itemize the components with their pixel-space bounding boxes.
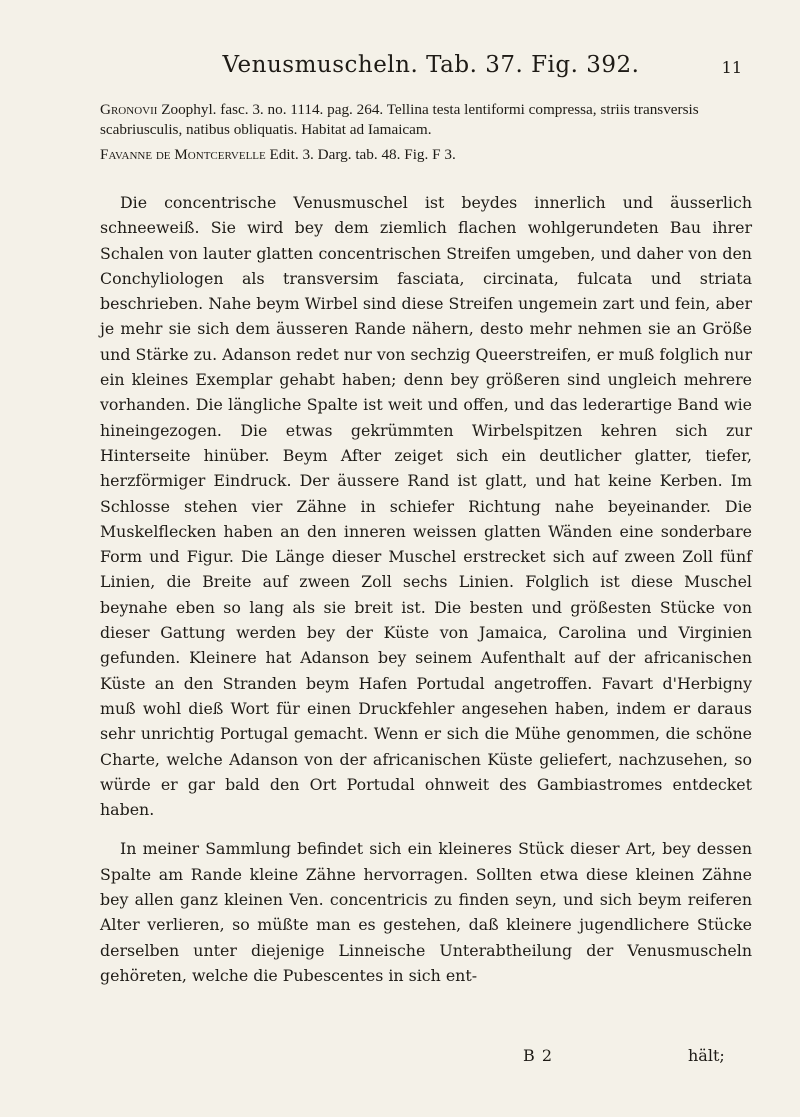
main-text [100,190,752,988]
references [100,100,750,165]
reference-text: Zoophyl. fasc. 3. no. 1114. pag. 264. Tellina testa lentiformi compressa, striis transversis scabriusculis, natibus obliquatis. Habitat ad Iamaicam. [100,101,699,138]
paragraph: In meiner Sammlung befindet sich ein kleineres Stück dieser Art, bey dessen Spalte am Rande kleine Zähne hervorragen. Sollten etwa diese kleinen Zähne bey allen ganz kleinen Ven. concentricis zu finden seyn, und sich beym reiferen Alter verlieren, so müßte man es gestehen, daß kleinere jugendlichere Stücke derselben unter diejenige Linneische Unterabtheilung der Venusmuscheln gehöreten, welche die Pubescentes in sich ent- [100,839,752,985]
signature-mark: B 2 [523,1046,554,1065]
reference-gronovius [100,100,750,140]
reference-text: Edit. 3. Darg. tab. 48. Fig. F 3. [269,146,456,163]
running-header [120,52,742,86]
reference-favanne [100,145,750,165]
reference-author: Favanne de Montcervelle [100,146,266,163]
reference-author: Gronovii [100,101,158,118]
running-title: Venusmuscheln. Tab. 37. Fig. 392. [222,52,640,78]
catchword: hält; [688,1046,725,1065]
paragraph: Die concentrische Venusmuschel ist beydes innerlich und äusserlich schneeweiß. Sie wird bey dem ziemlich flachen wohlgerundeten Bau ihrer Schalen von lauter glatten concentrischen Streifen umgeben, und daher von den Conchyliologen als transversim fasciata, circinata, fulcata und striata beschrieben. Nahe beym Wirbel sind diese Streifen ungemein zart und fein, aber je mehr sie sich dem äusseren Rande nähern, desto mehr nehmen sie an Größe und Stärke zu. Adanson redet nur von sechzig Queerstreifen, er muß folglich nur ein kleines Exemplar gehabt haben; denn bey größeren sind ungleich mehrere vorhanden. Die längliche Spalte ist weit und offen, und das lederartige Band wie hineingezogen. Die etwas gekrümmten Wirbelspitzen kehren sich zur Hinterseite hinüber. Beym After zeiget sich ein deutlicher glatter, tiefer, herzförmiger Eindruck. Der äussere Rand ist glatt, und hat keine Kerben. Im Schlosse stehen vier Zähne in schiefer Richtung nahe beyeinander. Die Muskelflecken haben an den inneren weissen glatten Wänden eine sonderbare Form und Figur. Die Länge dieser Muschel erstrecket sich auf zween Zoll fünf Linien, die Breite auf zween Zoll sechs Linien. Folglich ist diese Muschel beynahe eben so lang als sie breit ist. Die besten und größesten Stücke von dieser Gattung werden bey der Küste von Jamaica, Carolina und Virginien gefunden. Kleinere hat Adanson bey seinem Aufenthalt auf der africanischen Küste an den Stranden beym Hafen Portudal angetroffen. Favart d'Herbigny muß wohl dieß Wort für einen Druckfehler angesehen haben, indem er daraus sehr unrichtig Portugal gemacht. Wenn er sich die Mühe genommen, die schöne Charte, welche Adanson von der africanischen Küste geliefert, nachzusehen, so würde er gar bald den Ort Portudal ohnweit des Gambiastromes entdecket haben. [100,193,752,820]
page-number: 11 [721,58,742,77]
